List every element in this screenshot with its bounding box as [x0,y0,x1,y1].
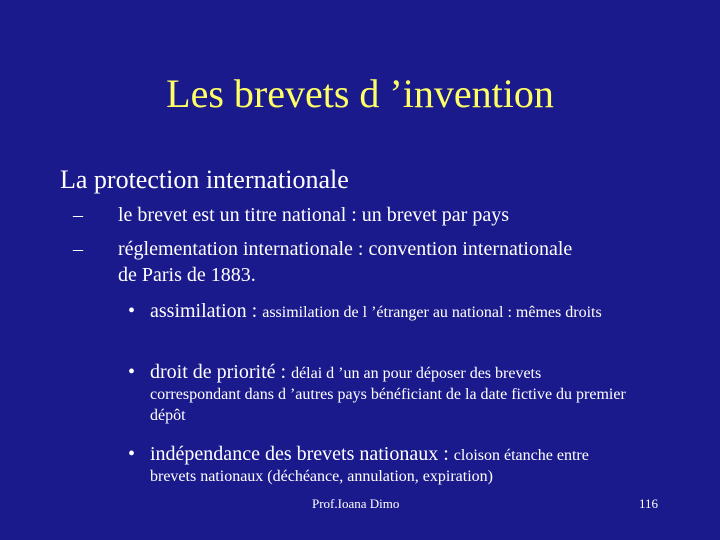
footer-page-number: 116 [638,496,658,511]
footer-author: Prof.Ioana Dimo [312,496,400,511]
bullet-marker: • [128,443,136,465]
slide-heading: La protection internationale [60,165,349,194]
bullet-item-1 [128,301,668,323]
bullet-detail: assimilation de l ’étranger au national : mêmes droits [262,304,602,321]
bullet-head: indépendance des brevets nationaux : [150,443,454,465]
bullet-head: droit de priorité : [150,361,292,383]
bullet-head: assimilation : [150,300,263,322]
bullet-item-2 [128,362,628,426]
dash-marker: – [73,204,83,226]
dash-item-1 [73,202,673,228]
bullet-detail: délai d ’un an pour déposer des brevets correspondant dans d ’autres pays bénéficiant de la date fictive du premier dépôt [150,365,626,424]
bullet-marker: • [128,361,136,383]
dash-item-2 [73,236,573,288]
dash-item-text: le brevet est un titre national : un brevet par pays [118,204,509,226]
bullet-marker: • [128,300,136,322]
bullet-item-3 [128,444,638,487]
dash-marker: – [73,238,83,260]
bullet-detail: cloison étanche entre brevets nationaux (déchéance, annulation, expiration) [150,447,589,485]
slide-title: Les brevets d ’invention [166,71,554,116]
dash-item-text: réglementation internationale : convention internationale de Paris de 1883. [118,238,573,286]
